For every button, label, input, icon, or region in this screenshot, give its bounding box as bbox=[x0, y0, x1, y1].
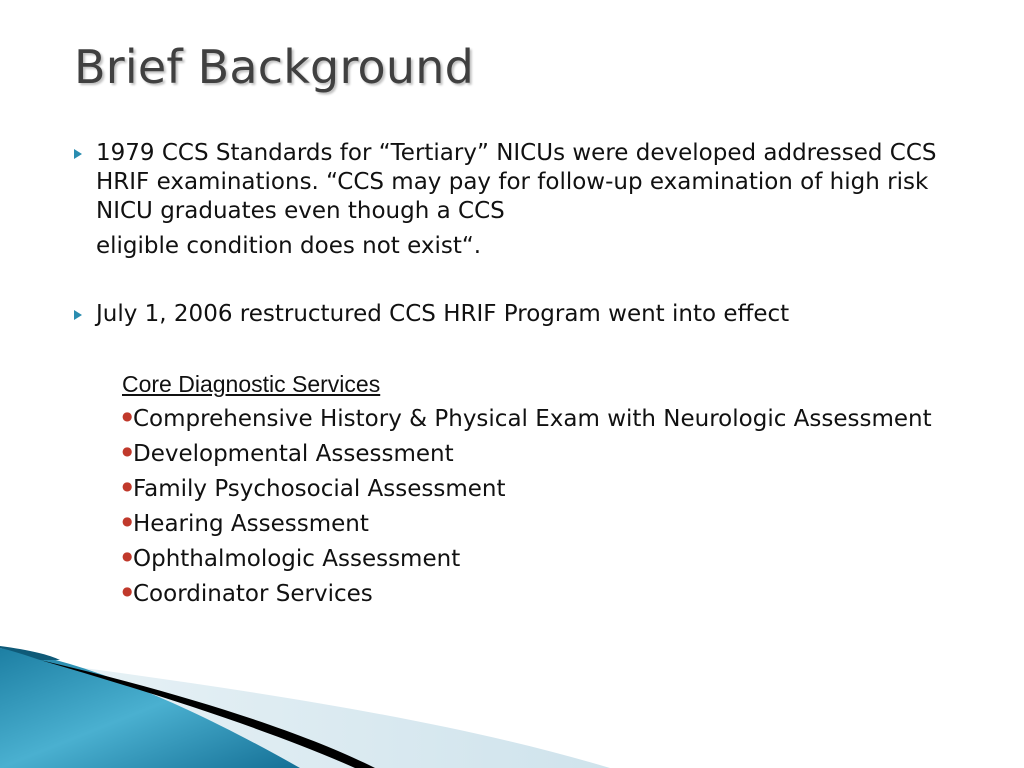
list-item-label: Hearing Assessment bbox=[133, 511, 369, 537]
core-services-list bbox=[122, 405, 942, 608]
core-services-heading: Core Diagnostic Services bbox=[122, 371, 381, 397]
slide-title: Brief Background bbox=[74, 40, 474, 94]
triangle-right-icon bbox=[72, 148, 84, 160]
dot-icon: ● bbox=[122, 549, 133, 563]
bullet-text bbox=[96, 139, 946, 261]
list-item-label: Coordinator Services bbox=[133, 581, 373, 607]
bullet-text-main: 1979 CCS Standards for “Tertiary” NICUs were developed addressed CCS HRIF examinations. “CCS may pay for follow-up examination of high risk NICU graduates even though a CCS bbox=[96, 140, 937, 224]
dot-icon: ● bbox=[122, 514, 133, 528]
list-item bbox=[122, 510, 942, 538]
core-services-block bbox=[122, 370, 942, 615]
list-item bbox=[122, 475, 942, 503]
list-item bbox=[122, 580, 942, 608]
list-item bbox=[122, 405, 942, 433]
list-item bbox=[122, 545, 942, 573]
list-item bbox=[122, 440, 942, 468]
bullet-text-main: July 1, 2006 restructured CCS HRIF Program went into effect bbox=[96, 301, 790, 327]
dot-icon: ● bbox=[122, 444, 133, 458]
list-item-label: Developmental Assessment bbox=[133, 441, 454, 467]
bullet-text-tail: eligible condition does not exist“. bbox=[96, 233, 482, 259]
bullet-text bbox=[96, 300, 946, 329]
list-item-label: Comprehensive History & Physical Exam with Neurologic Assessment bbox=[133, 406, 932, 432]
dot-icon: ● bbox=[122, 409, 133, 423]
dot-icon: ● bbox=[122, 479, 133, 493]
dot-icon: ● bbox=[122, 584, 133, 598]
list-item-label: Family Psychosocial Assessment bbox=[133, 476, 506, 502]
list-item-label: Ophthalmologic Assessment bbox=[133, 546, 461, 572]
triangle-right-icon bbox=[72, 309, 84, 321]
